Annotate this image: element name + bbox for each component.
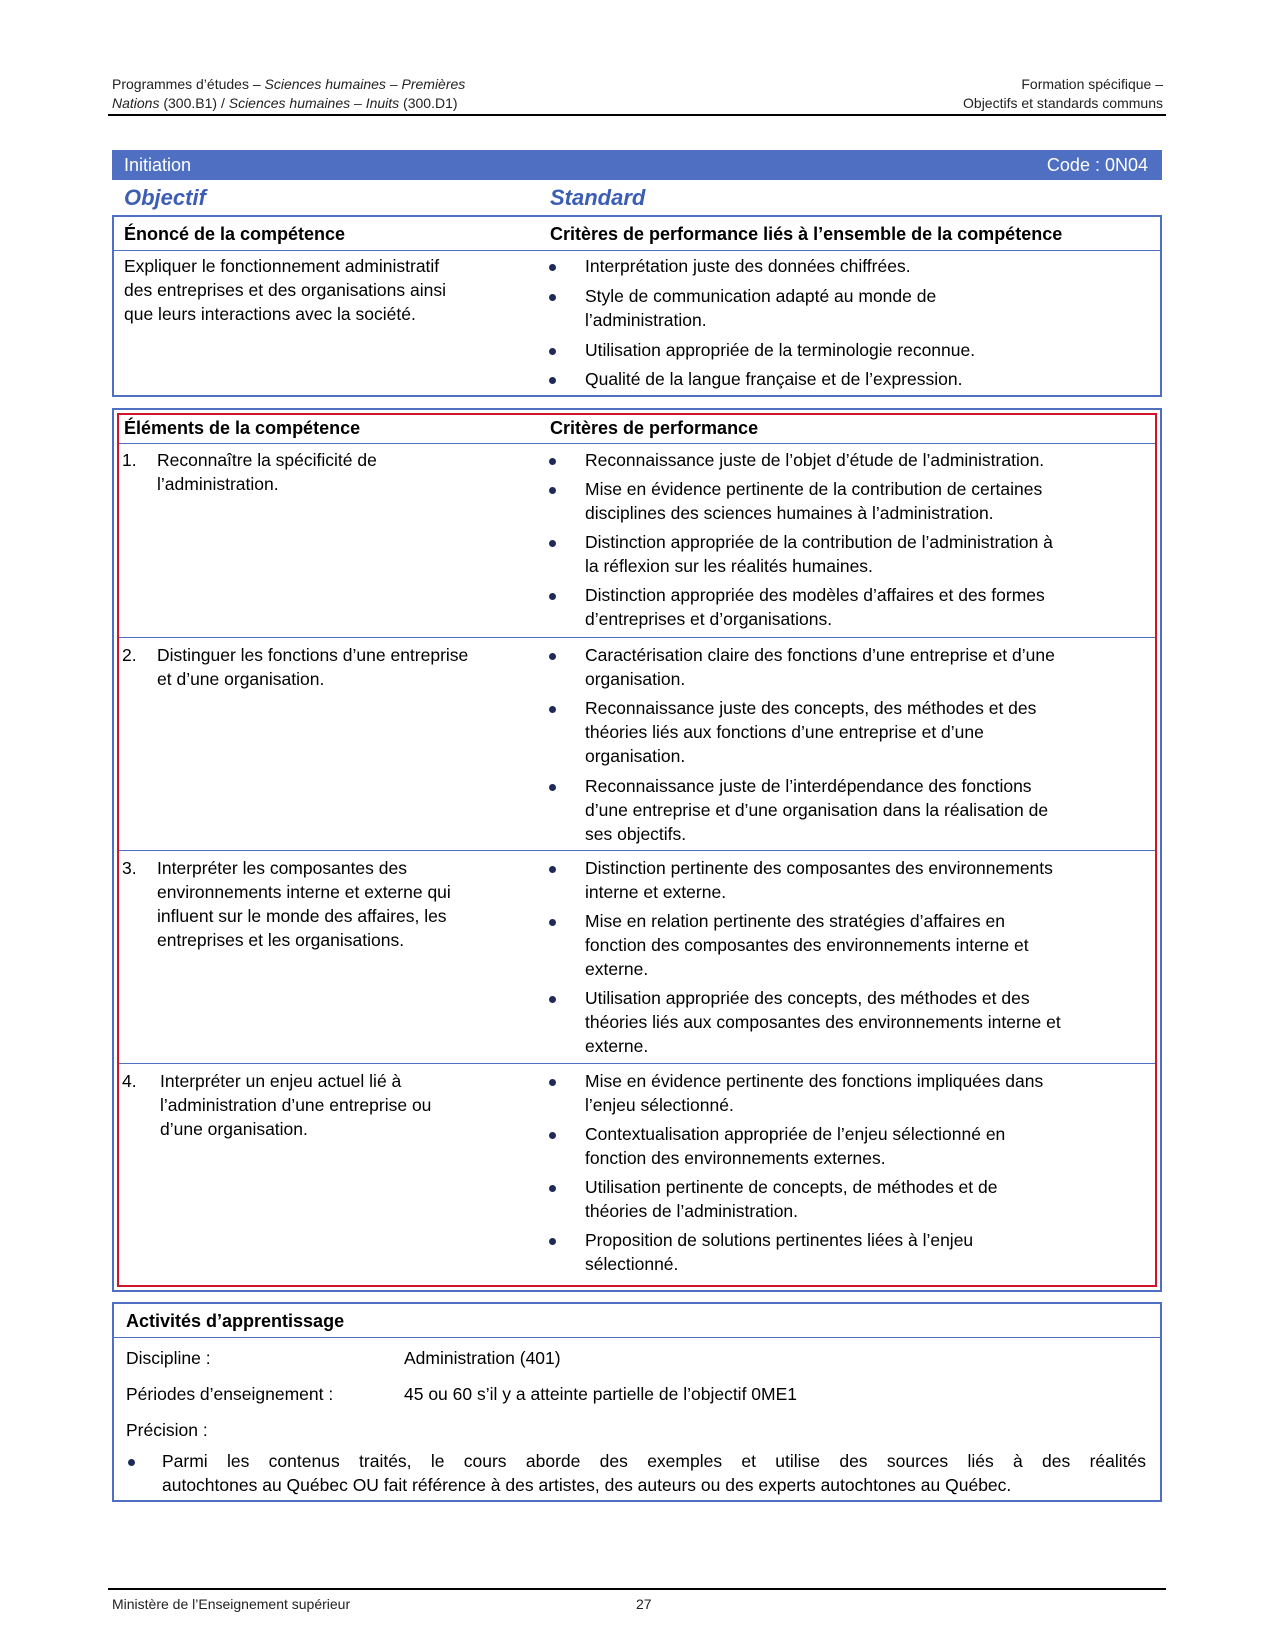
element-criterion-line: externe. <box>585 959 649 979</box>
element-criterion <box>585 583 1045 631</box>
element-number: 4. <box>122 1071 137 1091</box>
element-criterion-line: Caractérisation claire des fonctions d’une entreprise et d’une <box>585 645 1055 665</box>
competence-header-divider <box>114 250 1160 251</box>
title-bar-code: Code : 0N04 <box>1046 155 1148 175</box>
competence-criterion-line: Style de communication adapté au monde de <box>585 286 937 306</box>
element-row-divider <box>119 637 1155 638</box>
element-text-line: entreprises et les organisations. <box>157 930 405 950</box>
element-criterion-line: Distinction appropriée de la contribution de l’administration à <box>585 532 1053 552</box>
element-criterion-line: Reconnaissance juste de l’interdépendance des fonctions <box>585 776 1032 796</box>
element-criterion <box>585 1228 973 1276</box>
element-text-line: environnements interne et externe qui <box>157 882 451 902</box>
competence-criteria-heading: Critères de performance liés à l’ensemble de la compétence <box>550 224 1063 244</box>
competence-criterion: Interprétation juste des données chiffrées. <box>585 256 911 276</box>
page-number: 27 <box>636 1596 652 1612</box>
bullet-icon <box>549 1238 556 1245</box>
bullet-icon <box>549 1185 556 1192</box>
header-nations-italic: Nations <box>112 95 160 111</box>
bullet-icon <box>549 294 556 301</box>
element-criterion-line: Utilisation appropriée des concepts, des méthodes et des <box>585 988 1030 1008</box>
element-criterion-line: disciplines des sciences humaines à l’administration. <box>585 503 994 523</box>
element-criterion <box>585 856 1053 904</box>
bullet-icon <box>549 264 556 271</box>
header-right-line2: Objectifs et standards communs <box>963 95 1163 111</box>
bullet-icon <box>549 996 556 1003</box>
precision-line: autochtones au Québec OU fait référence à des artistes, des auteurs ou des experts autochtones au Québec. <box>162 1475 1012 1495</box>
header-left-line1 <box>112 76 465 92</box>
activities-header-divider <box>114 1337 1160 1338</box>
element-criterion-line: ses objectifs. <box>585 824 687 844</box>
bullet-icon <box>549 377 556 384</box>
precision-text <box>162 1449 1146 1497</box>
element-criterion-line: Proposition de solutions pertinentes liées à l’enjeu <box>585 1230 974 1250</box>
periods-value: 45 ou 60 s’il y a atteinte partielle de l’objectif 0ME1 <box>404 1384 798 1404</box>
bullet-icon <box>549 1079 556 1086</box>
element-criterion-line: d’une entreprise et d’une organisation dans la réalisation de <box>585 800 1049 820</box>
element-number: 1. <box>122 450 137 470</box>
competence-box <box>112 215 1162 397</box>
element-criterion-line: théories de l’administration. <box>585 1201 799 1221</box>
competence-statement-line: Expliquer le fonctionnement administratif <box>124 256 440 276</box>
element-text-line: Distinguer les fonctions d’une entreprise <box>157 645 469 665</box>
element-number: 3. <box>122 858 137 878</box>
element-number: 2. <box>122 645 137 665</box>
footer-rule <box>108 1588 1166 1590</box>
discipline-label: Discipline : <box>126 1348 211 1368</box>
element-criterion-line: fonction des composantes des environnements interne et <box>585 935 1029 955</box>
element-criterion-line: Distinction appropriée des modèles d’affaires et des formes <box>585 585 1045 605</box>
element-text-line: l’administration d’une entreprise ou <box>160 1095 432 1115</box>
bullet-icon <box>549 487 556 494</box>
header-program-text: Programmes d’études – <box>112 76 265 92</box>
bullet-icon <box>128 1459 135 1466</box>
element-criterion <box>585 1175 997 1223</box>
competence-statement-heading: Énoncé de la compétence <box>124 224 346 244</box>
element-criterion-line: d’entreprises et d’organisations. <box>585 609 833 629</box>
element-criterion-line: interne et externe. <box>585 882 727 902</box>
element-criterion-line: fonction des environnements externes. <box>585 1148 886 1168</box>
elements-heading: Éléments de la compétence <box>124 418 361 438</box>
periods-label: Périodes d’enseignement : <box>126 1384 334 1404</box>
element-criterion-line: Contextualisation appropriée de l’enjeu sélectionné en <box>585 1124 1006 1144</box>
header-rule <box>108 114 1166 116</box>
element-criterion <box>585 909 1029 981</box>
header-inuits-italic: Sciences humaines – Inuits <box>228 95 400 111</box>
bullet-icon <box>549 653 556 660</box>
element-criterion-line: organisation. <box>585 669 686 689</box>
elements-inner-frame <box>117 413 1157 1287</box>
bullet-icon <box>549 866 556 873</box>
competence-statement-line: que leurs interactions avec la société. <box>124 304 416 324</box>
bullet-icon <box>549 784 556 791</box>
element-criterion <box>585 986 1061 1058</box>
competence-criterion <box>585 284 936 332</box>
competence-statement <box>124 254 446 326</box>
header-code-d1: (300.D1) <box>399 95 458 111</box>
element-text-line: et d’une organisation. <box>157 669 325 689</box>
element-text <box>157 856 451 952</box>
element-text-line: Interpréter les composantes des <box>157 858 407 878</box>
element-criterion <box>585 1122 1005 1170</box>
bullet-icon <box>549 540 556 547</box>
activities-box <box>112 1302 1162 1502</box>
element-text-line: Reconnaître la spécificité de <box>157 450 377 470</box>
section-standard: Standard <box>550 185 646 210</box>
competence-statement-line: des entreprises et des organisations ainsi <box>124 280 446 300</box>
competence-criterion: Qualité de la langue française et de l’expression. <box>585 369 963 389</box>
precision-label: Précision : <box>126 1420 208 1440</box>
competence-criterion: Utilisation appropriée de la terminologie reconnue. <box>585 340 976 360</box>
competence-criterion-line: l’administration. <box>585 310 707 330</box>
element-text <box>160 1069 431 1141</box>
element-text-line: influent sur le monde des affaires, les <box>157 906 447 926</box>
element-text-line: d’une organisation. <box>160 1119 308 1139</box>
element-criterion-line: la réflexion sur les réalités humaines. <box>585 556 873 576</box>
element-criterion <box>585 1069 1043 1117</box>
element-criterion-line: sélectionné. <box>585 1254 679 1274</box>
header-right-line1: Formation spécifique – <box>1021 76 1163 92</box>
activities-heading: Activités d’apprentissage <box>126 1311 345 1331</box>
element-criterion-line: Reconnaissance juste des concepts, des méthodes et des <box>585 698 1037 718</box>
element-criterion: Reconnaissance juste de l’objet d’étude de l’administration. <box>585 450 1045 470</box>
bullet-icon <box>549 706 556 713</box>
elements-criteria-heading: Critères de performance <box>550 418 759 438</box>
element-criterion-line: Mise en relation pertinente des stratégies d’affaires en <box>585 911 1005 931</box>
element-text <box>157 448 377 496</box>
bullet-icon <box>549 1132 556 1139</box>
title-bar-level: Initiation <box>124 155 192 175</box>
element-criterion-line: Utilisation pertinente de concepts, de méthodes et de <box>585 1177 998 1197</box>
element-criterion-line: théories liés aux composantes des environnements interne et <box>585 1012 1061 1032</box>
element-criterion-line: Distinction pertinente des composantes des environnements <box>585 858 1053 878</box>
precision-line: Parmi les contenus traités, le cours aborde des exemples et utilise des sources liés à des réalités <box>162 1451 1146 1471</box>
element-criterion <box>585 643 1055 691</box>
elements-box <box>112 408 1162 1292</box>
header-program-italic: Sciences humaines – Premières <box>264 76 466 92</box>
bullet-icon <box>549 458 556 465</box>
discipline-value: Administration (401) <box>404 1348 561 1368</box>
element-criterion-line: Mise en évidence pertinente des fonctions impliquées dans <box>585 1071 1044 1091</box>
element-criterion-line: organisation. <box>585 746 686 766</box>
element-criterion <box>585 477 1042 525</box>
element-row-divider <box>119 850 1155 851</box>
title-bar <box>112 150 1162 180</box>
header-left-line2 <box>112 95 458 111</box>
element-criterion-line: externe. <box>585 1036 649 1056</box>
elements-header-divider <box>119 443 1155 444</box>
element-text <box>157 643 468 691</box>
element-criterion <box>585 774 1048 846</box>
element-row-divider <box>119 1063 1155 1064</box>
element-text-line: Interpréter un enjeu actuel lié à <box>160 1071 402 1091</box>
section-objectif: Objectif <box>124 185 206 210</box>
element-criterion <box>585 696 1036 768</box>
header-code-b1: (300.B1) / <box>159 95 229 111</box>
element-criterion-line: l’enjeu sélectionné. <box>585 1095 734 1115</box>
element-criterion-line: Mise en évidence pertinente de la contribution de certaines <box>585 479 1043 499</box>
element-text-line: l’administration. <box>157 474 279 494</box>
bullet-icon <box>549 919 556 926</box>
bullet-icon <box>549 348 556 355</box>
element-criterion <box>585 530 1053 578</box>
footer-ministry: Ministère de l’Enseignement supérieur <box>112 1596 351 1612</box>
bullet-icon <box>549 593 556 600</box>
element-criterion-line: théories liés aux fonctions d’une entreprise et d’une <box>585 722 984 742</box>
